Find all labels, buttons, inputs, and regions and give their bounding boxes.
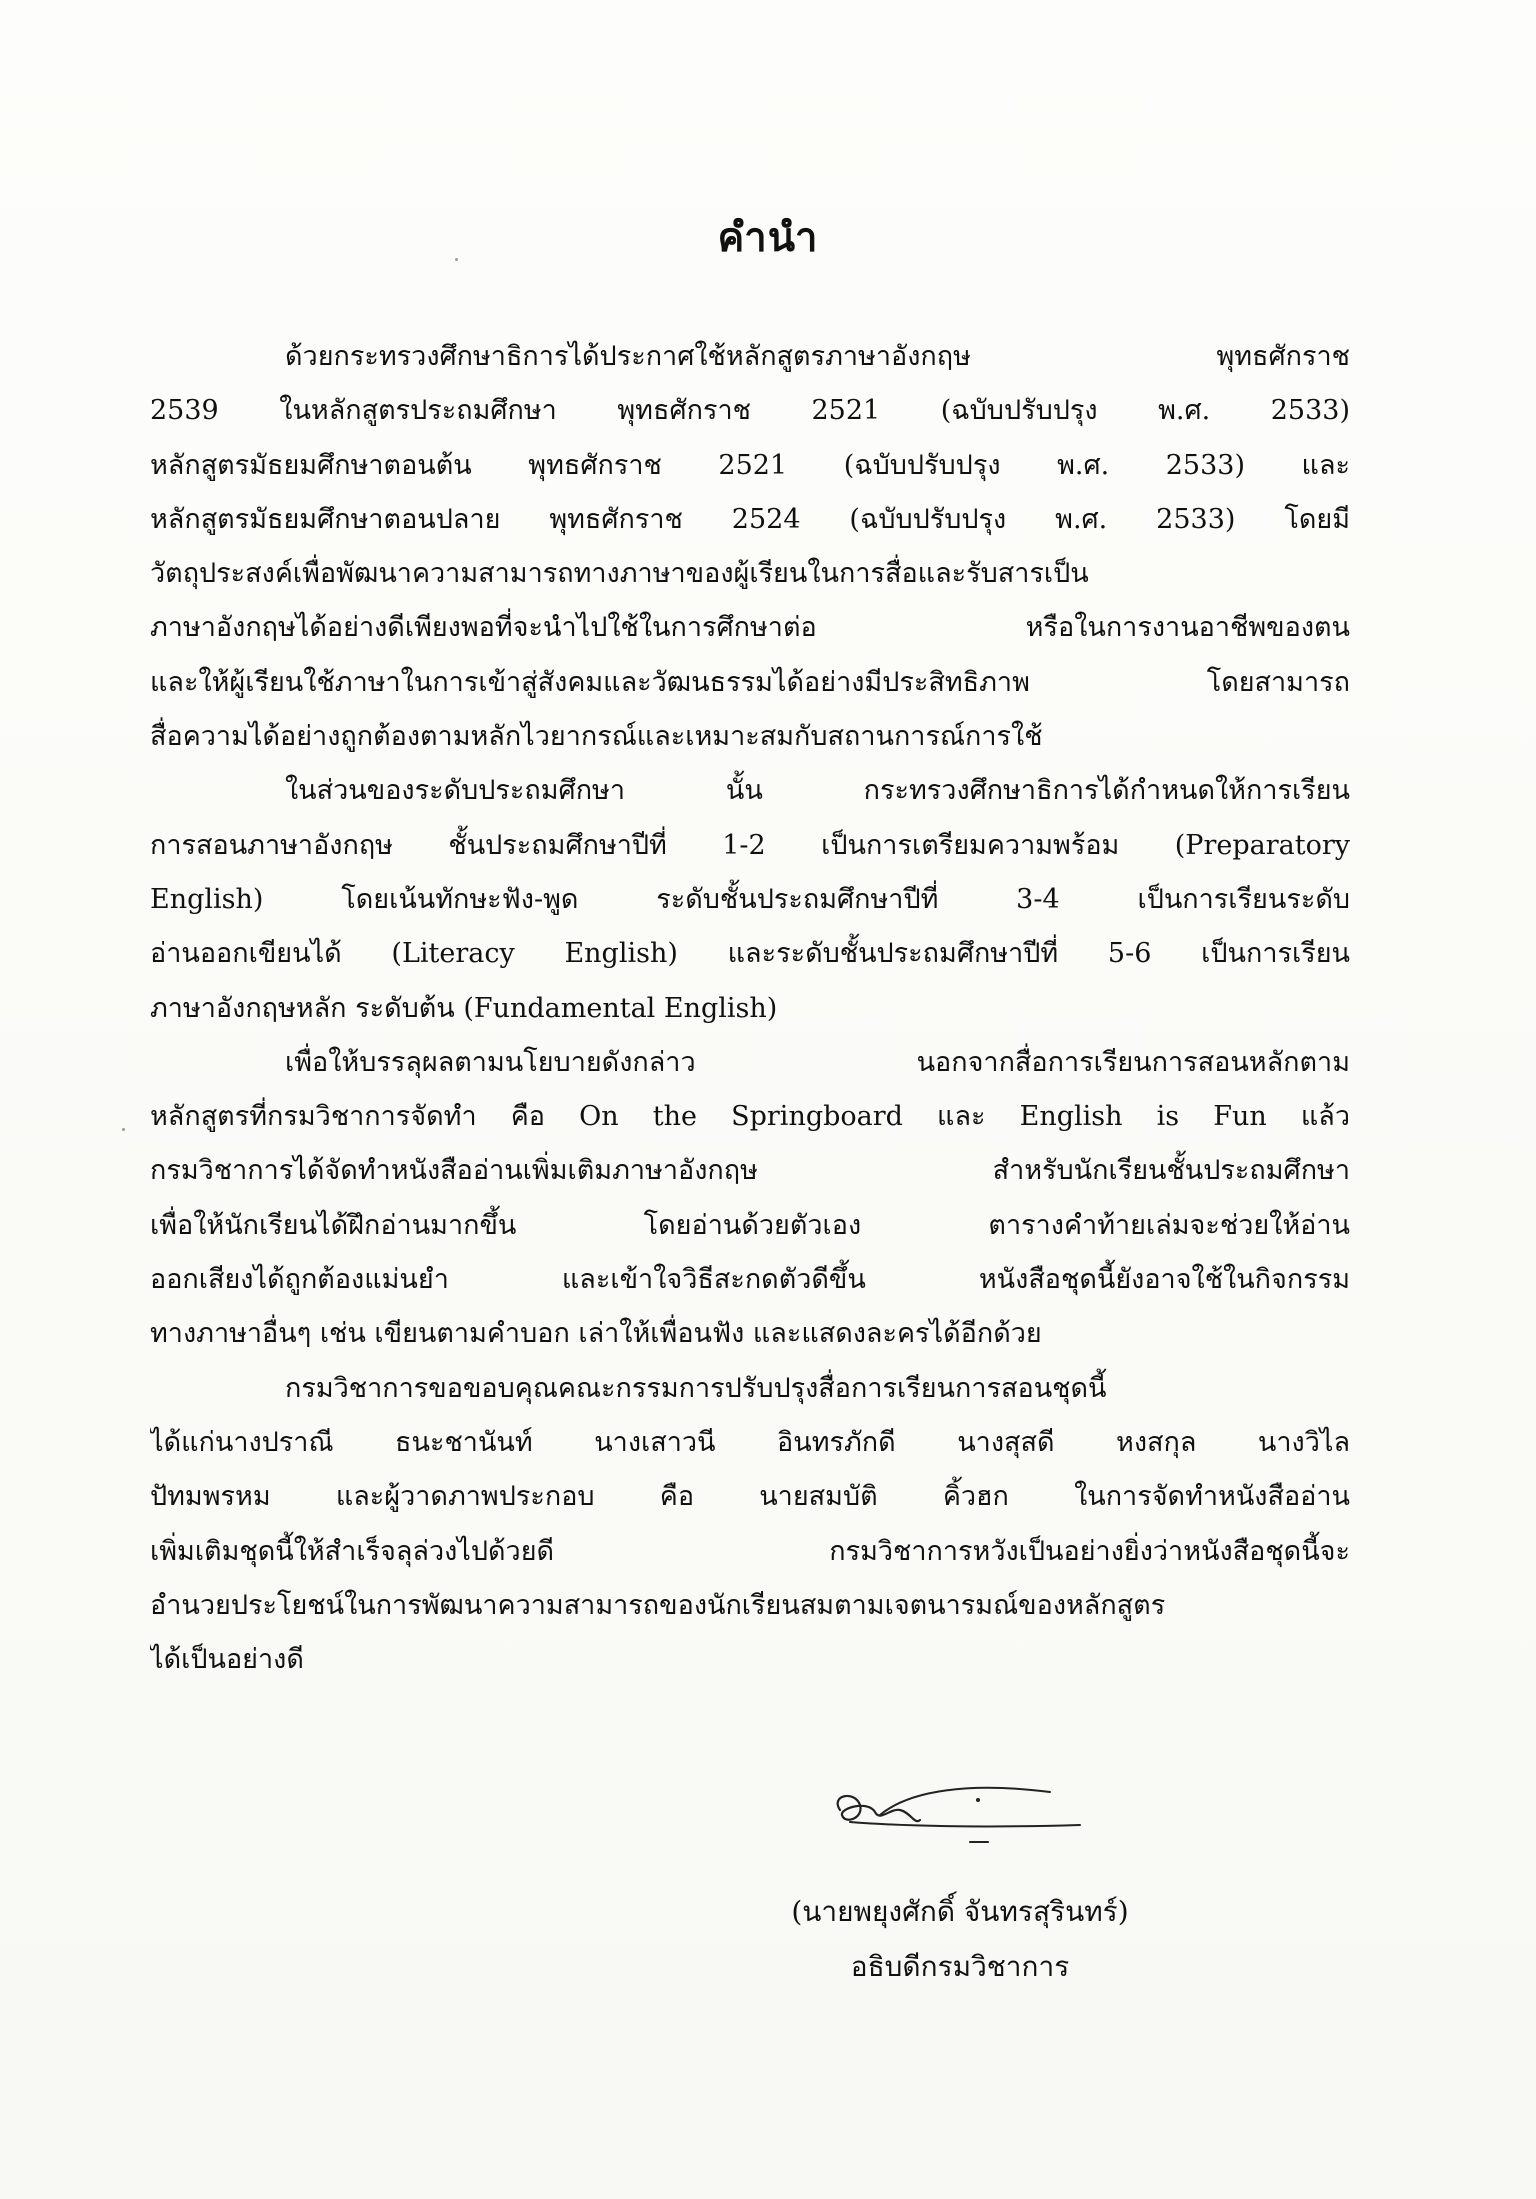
text-line: กรมวิชาการขอขอบคุณคณะกรรมการปรับปรุงสื่อการเรียนการสอนชุดนี้ bbox=[285, 1372, 1107, 1404]
scan-speck bbox=[122, 1128, 125, 1131]
text-line: และให้ผู้เรียนใช้ภาษาในการเข้าสู่สังคมและวัฒนธรรมได้อย่างมีประสิทธิภาพ โดยสามารถ bbox=[150, 666, 1350, 698]
text-line: ทางภาษาอื่นๆ เช่น เขียนตามคำบอก เล่าให้เพื่อนฟัง และแสดงละครได้อีกด้วย bbox=[150, 1318, 1042, 1350]
signature-mark bbox=[820, 1770, 1120, 1860]
text-line: ภาษาอังกฤษหลัก ระดับต้น (Fundamental English) bbox=[150, 992, 778, 1024]
text-line: การสอนภาษาอังกฤษ ชั้นประถมศึกษาปีที่ 1-2 เป็นการเตรียมความพร้อม (Preparatory bbox=[150, 829, 1350, 861]
page-title: คำนำ bbox=[717, 214, 819, 261]
text-line: ภาษาอังกฤษได้อย่างดีเพียงพอที่จะนำไปใช้ในการศึกษาต่อ หรือในการงานอาชีพของตน bbox=[150, 612, 1350, 644]
text-line: สื่อความได้อย่างถูกต้องตามหลักไวยากรณ์และเหมาะสมกับสถานการณ์การใช้ bbox=[150, 721, 1043, 753]
text-line: หลักสูตรที่กรมวิชาการจัดทำ คือ On the Springboard และ English is Fun แล้ว bbox=[150, 1101, 1350, 1133]
text-line: ได้แก่นางปราณี ธนะชานันท์ นางเสาวนี อินทรภักดี นางสุสดี หงสกุล นางวิไล bbox=[150, 1426, 1350, 1458]
text-line: 2539 ในหลักสูตรประถมศึกษา พุทธศักราช 2521 (ฉบับปรับปรุง พ.ศ. 2533) bbox=[150, 395, 1350, 427]
text-line: เพิ่มเติมชุดนี้ให้สำเร็จลุล่วงไปด้วยดี กรมวิชาการหวังเป็นอย่างยิ่งว่าหนังสือชุดนี้จะ bbox=[150, 1535, 1350, 1567]
text-line: กรมวิชาการได้จัดทำหนังสืออ่านเพิ่มเติมภาษาอังกฤษ สำหรับนักเรียนชั้นประถมศึกษา bbox=[150, 1155, 1350, 1187]
text-line: ด้วยกระทรวงศึกษาธิการได้ประกาศใช้หลักสูตรภาษาอังกฤษ พุทธศักราช bbox=[285, 341, 1350, 372]
text-line: ออกเสียงได้ถูกต้องแม่นยำ และเข้าใจวิธีสะกดตัวดีขึ้น หนังสือชุดนี้ยังอาจใช้ในกิจกรรม bbox=[150, 1264, 1350, 1296]
text-line: ในส่วนของระดับประถมศึกษา นั้น กระทรวงศึกษาธิการได้กำหนดให้การเรียน bbox=[285, 775, 1350, 807]
preface-body bbox=[150, 330, 1350, 1687]
text-line: ได้เป็นอย่างดี bbox=[150, 1644, 304, 1676]
text-line: หลักสูตรมัธยมศึกษาตอนต้น พุทธศักราช 2521 (ฉบับปรับปรุง พ.ศ. 2533) และ bbox=[150, 449, 1350, 481]
signatory-position: อธิบดีกรมวิชาการ bbox=[850, 1950, 1070, 1983]
text-line: English) โดยเน้นทักษะฟัง-พูด ระดับชั้นประถมศึกษาปีที่ 3-4 เป็นการเรียนระดับ bbox=[150, 883, 1350, 915]
text-line: เพื่อให้นักเรียนได้ฝึกอ่านมากขึ้น โดยอ่านด้วยตัวเอง ตารางคำท้ายเล่มจะช่วยให้อ่าน bbox=[150, 1209, 1350, 1241]
text-line: หลักสูตรมัธยมศึกษาตอนปลาย พุทธศักราช 2524 (ฉบับปรับปรุง พ.ศ. 2533) โดยมี bbox=[150, 503, 1350, 535]
signatory-name: (นายพยุงศักดิ์ จันทรสุรินทร์) bbox=[791, 1895, 1129, 1928]
text-line: วัตถุประสงค์เพื่อพัฒนาความสามารถทางภาษาของผู้เรียนในการสื่อและรับสารเป็น bbox=[150, 558, 1089, 590]
text-line: เพื่อให้บรรลุผลตามนโยบายดังกล่าว นอกจากสื่อการเรียนการสอนหลักตาม bbox=[285, 1046, 1350, 1078]
text-line: อ่านออกเขียนได้ (Literacy English) และระดับชั้นประถมศึกษาปีที่ 5-6 เป็นการเรียน bbox=[150, 938, 1350, 970]
text-line: อำนวยประโยชน์ในการพัฒนาความสามารถของนักเรียนสมตามเจตนารมณ์ของหลักสูตร bbox=[150, 1589, 1166, 1621]
text-line: ปัทมพรหม และผู้วาดภาพประกอบ คือ นายสมบัติ คิ้วฮก ในการจัดทำหนังสืออ่าน bbox=[150, 1481, 1350, 1513]
